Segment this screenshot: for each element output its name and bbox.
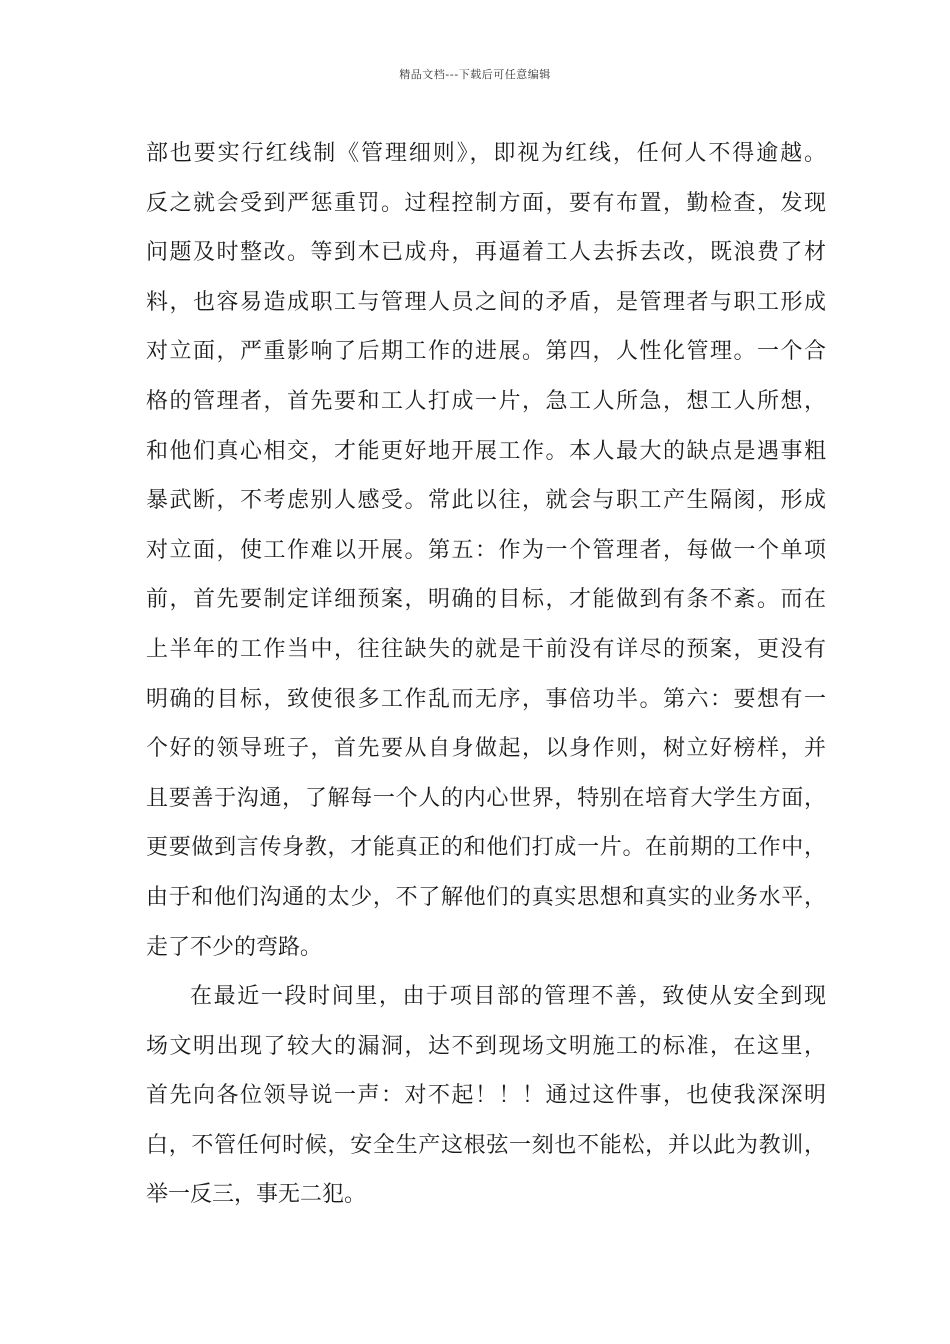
text-line: 对立面，使工作难以开展。第五：作为一个管理者，每做一个单项	[146, 537, 826, 563]
text-line: 场文明出现了较大的漏洞，达不到现场文明施工的标准，在这里，	[146, 1033, 826, 1059]
text-line: 白，不管任何时候，安全生产这根弦一刻也不能松，并以此为教训，	[146, 1132, 826, 1158]
text-line: 和他们真心相交，才能更好地开展工作。本人最大的缺点是遇事粗	[146, 438, 826, 464]
text-line: 在最近一段时间里，由于项目部的管理不善，致使从安全到现	[190, 984, 826, 1010]
paragraph	[146, 972, 826, 1220]
text-line: 首先向各位领导说一声：对不起！！！通过这件事，也使我深深明	[146, 1083, 826, 1109]
text-line: 上半年的工作当中，往往缺失的就是干前没有详尽的预案，更没有	[146, 636, 826, 662]
text-line: 个好的领导班子，首先要从自身做起，以身作则，树立好榜样，并	[146, 736, 826, 762]
text-line: 格的管理者，首先要和工人打成一片，急工人所急，想工人所想，	[146, 388, 826, 414]
paragraph	[146, 129, 826, 972]
text-line: 更要做到言传身教，才能真正的和他们打成一片。在前期的工作中，	[146, 835, 826, 861]
text-line: 且要善于沟通，了解每一个人的内心世界，特别在培育大学生方面，	[146, 785, 826, 811]
text-line: 由于和他们沟通的太少，不了解他们的真实思想和真实的业务水平，	[146, 884, 826, 910]
text-line: 走了不少的弯路。	[146, 934, 323, 960]
document-body	[146, 129, 826, 1220]
text-line: 前，首先要制定详细预案，明确的目标，才能做到有条不紊。而在	[146, 587, 826, 613]
page-header: 精品文档---下载后可任意编辑	[399, 68, 551, 81]
text-line: 暴武断，不考虑别人感受。常此以往，就会与职工产生隔阂，形成	[146, 488, 826, 514]
text-line: 反之就会受到严惩重罚。过程控制方面，要有布置，勤检查，发现	[146, 190, 826, 216]
text-line: 问题及时整改。等到木已成舟，再逼着工人去拆去改，既浪费了材	[146, 240, 826, 266]
text-line: 举一反三，事无二犯。	[146, 1182, 367, 1208]
text-line: 对立面，严重影响了后期工作的进展。第四，人性化管理。一个合	[146, 339, 826, 365]
text-line: 料，也容易造成职工与管理人员之间的矛盾，是管理者与职工形成	[146, 289, 826, 315]
text-line: 明确的目标，致使很多工作乱而无序，事倍功半。第六：要想有一	[146, 686, 826, 712]
text-line: 部也要实行红线制《管理细则》，即视为红线，任何人不得逾越。	[146, 141, 826, 166]
